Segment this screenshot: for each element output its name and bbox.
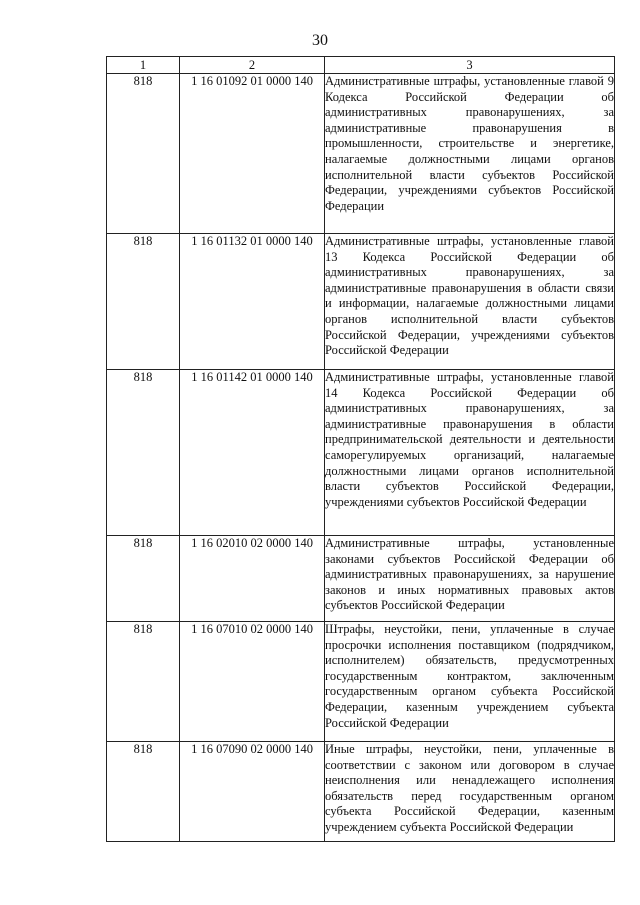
budget-classification-table — [106, 56, 615, 842]
kbk-code-cell: 1 16 01132 01 0000 140 — [180, 234, 325, 370]
column-header-2: 2 — [180, 57, 325, 74]
table-row — [107, 536, 615, 622]
description-cell: Административные штрафы, установленные главой 13 Кодекса Российской Федерации об административных правонарушениях, за административные правонарушения в области связи и информации, налагаемые должностными лицами органов исполнительной власти субъектов Российской Федерации, учреждениями субъектов Российской Федерации — [325, 234, 615, 370]
kbk-code-cell: 1 16 07090 02 0000 140 — [180, 742, 325, 842]
table-row — [107, 622, 615, 742]
column-header-1: 1 — [107, 57, 180, 74]
description-cell: Административные штрафы, установленные главой 9 Кодекса Российской Федерации об административных правонарушениях, за административные правонарушения в промышленности, строительстве и энергетике, налагаемые должностными лицами органов исполнительной власти субъектов Российской Федерации, учреждениями субъектов Российской Федерации — [325, 74, 615, 234]
admin-code-cell: 818 — [107, 742, 180, 842]
admin-code-cell: 818 — [107, 370, 180, 536]
kbk-code-cell: 1 16 07010 02 0000 140 — [180, 622, 325, 742]
table-row — [107, 74, 615, 234]
table-row — [107, 742, 615, 842]
column-header-3: 3 — [325, 57, 615, 74]
table-header-row — [107, 57, 615, 74]
kbk-code-cell: 1 16 01092 01 0000 140 — [180, 74, 325, 234]
description-cell: Иные штрафы, неустойки, пени, уплаченные в соответствии с законом или договором в случае неисполнения или ненадлежащего исполнения обязательств перед государственным органом субъекта Российской Федерации, казенным учреждением субъекта Российской Федерации — [325, 742, 615, 842]
page-number: 30 — [312, 32, 328, 49]
description-cell: Административные штрафы, установленные главой 14 Кодекса Российской Федерации об административных правонарушениях, за административные правонарушения в области предпринимательской деятельности и деятельности саморегулируемых организаций, налагаемые должностными лицами органов исполнительной власти субъектов Российской Федерации, учреждениями субъектов Российской Федерации — [325, 370, 615, 536]
admin-code-cell: 818 — [107, 74, 180, 234]
description-cell: Штрафы, неустойки, пени, уплаченные в случае просрочки исполнения поставщиком (подрядчиком, исполнителем) обязательств, предусмотренных государственным контрактом, заключенным государственным органом субъекта Российской Федерации, казенным учреждением субъекта Российской Федерации — [325, 622, 615, 742]
kbk-code-cell: 1 16 02010 02 0000 140 — [180, 536, 325, 622]
table-row — [107, 234, 615, 370]
table-row — [107, 370, 615, 536]
kbk-code-cell: 1 16 01142 01 0000 140 — [180, 370, 325, 536]
admin-code-cell: 818 — [107, 234, 180, 370]
admin-code-cell: 818 — [107, 536, 180, 622]
admin-code-cell: 818 — [107, 622, 180, 742]
description-cell: Административные штрафы, установленные законами субъектов Российской Федерации об административных правонарушениях, за нарушение законов и иных нормативных правовых актов субъектов Российской Федерации — [325, 536, 615, 622]
